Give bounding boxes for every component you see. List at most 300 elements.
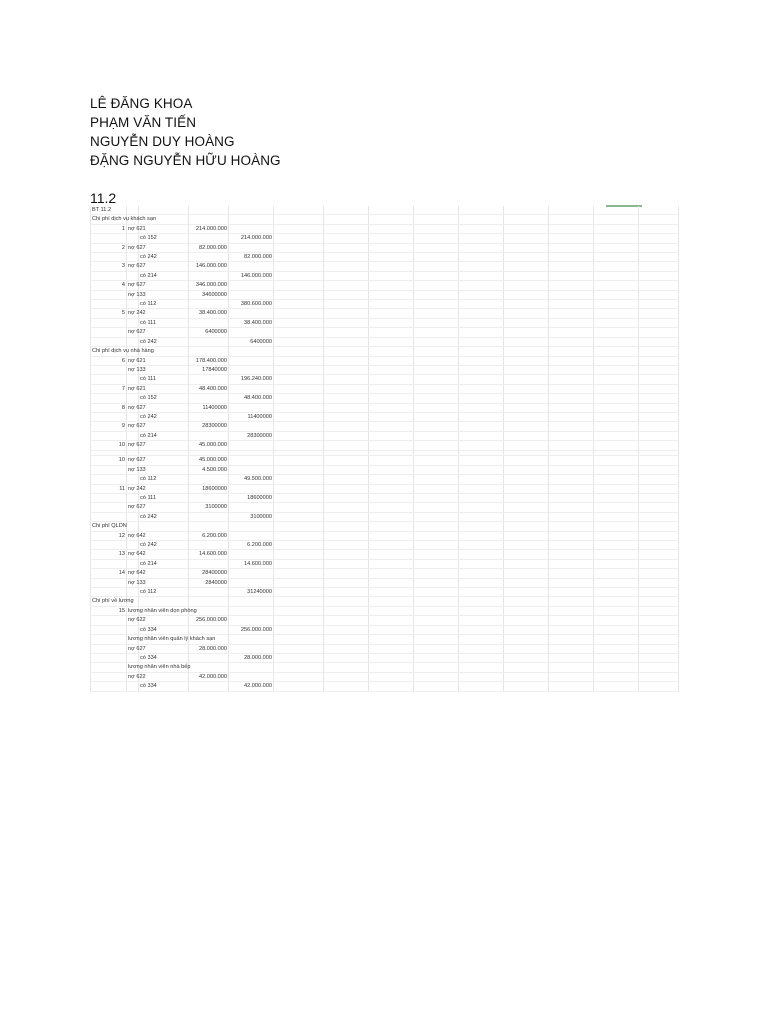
credit-amount: 49.500.000 [229, 475, 274, 484]
table-cell [459, 682, 504, 691]
table-cell [91, 663, 127, 672]
table-cell [504, 271, 549, 280]
credit-account: có 112 [139, 588, 189, 597]
table-cell [274, 512, 324, 521]
table-row [91, 503, 679, 512]
table-cell [274, 682, 324, 691]
table-cell [639, 578, 679, 587]
table-row [91, 347, 679, 356]
table-cell [369, 625, 414, 634]
table-cell [324, 206, 369, 215]
debit-amount: 3100000 [189, 503, 229, 512]
table-cell [274, 318, 324, 327]
table-cell [594, 206, 639, 215]
table-cell [459, 606, 504, 615]
table-cell [324, 422, 369, 431]
table-cell [549, 475, 594, 484]
table-cell [369, 663, 414, 672]
table-cell [189, 271, 229, 280]
table-cell [549, 328, 594, 337]
table-row [91, 206, 679, 215]
table-row [91, 224, 679, 233]
table-cell [504, 503, 549, 512]
debit-amount: 2840000 [189, 578, 229, 587]
table-cell [639, 606, 679, 615]
table-cell [274, 403, 324, 412]
table-cell [639, 309, 679, 318]
table-cell [639, 512, 679, 521]
table-cell [639, 375, 679, 384]
credit-amount: 6400000 [229, 337, 274, 346]
table-cell [414, 475, 459, 484]
table-cell [504, 253, 549, 262]
table-cell [369, 224, 414, 233]
table-cell [549, 394, 594, 403]
table-cell [324, 672, 369, 681]
table-cell [549, 569, 594, 578]
table-cell [414, 616, 459, 625]
table-row [91, 394, 679, 403]
table-cell [639, 281, 679, 290]
debit-account: nợ 627 [128, 423, 146, 430]
entry-number: 15 [91, 606, 127, 615]
table-cell [274, 597, 324, 606]
table-cell [139, 465, 189, 474]
table-cell [91, 234, 127, 243]
table-cell [139, 309, 189, 318]
table-cell [229, 281, 274, 290]
table-cell [414, 569, 459, 578]
table-cell [639, 484, 679, 493]
table-cell [369, 431, 414, 440]
table-cell [229, 616, 274, 625]
table-cell [639, 422, 679, 431]
table-cell [459, 447, 504, 456]
table-cell [229, 403, 274, 412]
table-cell [139, 403, 189, 412]
credit-amount: 3100000 [229, 512, 274, 521]
table-cell [504, 328, 549, 337]
entry-number: 4 [91, 281, 127, 290]
table-cell [459, 290, 504, 299]
credit-amount: 146.000.000 [229, 271, 274, 280]
credit-amount: 11400000 [229, 412, 274, 421]
table-cell [504, 356, 549, 365]
table-cell [594, 318, 639, 327]
table-cell [639, 663, 679, 672]
debit-amount: 34600000 [189, 290, 229, 299]
table-cell [229, 578, 274, 587]
table-cell [414, 606, 459, 615]
table-cell [274, 494, 324, 503]
table-cell [274, 616, 324, 625]
table-row [91, 309, 679, 318]
table-cell [549, 541, 594, 550]
author-list [90, 94, 281, 170]
table-cell [459, 512, 504, 521]
table-cell [139, 243, 189, 252]
table-cell [229, 635, 274, 644]
table-cell [414, 682, 459, 691]
debit-account: nợ 622 [128, 673, 146, 680]
table-cell [91, 625, 127, 634]
table-cell [369, 253, 414, 262]
table-cell [139, 569, 189, 578]
entry-number: 8 [91, 403, 127, 412]
table-cell [274, 271, 324, 280]
credit-account: có 152 [139, 394, 189, 403]
table-cell [459, 559, 504, 568]
table-cell [594, 522, 639, 531]
table-cell [639, 653, 679, 662]
table-cell [91, 475, 127, 484]
table-cell [139, 531, 189, 540]
table-cell [189, 663, 229, 672]
table-cell [127, 588, 139, 597]
table-cell [549, 606, 594, 615]
table-row [91, 541, 679, 550]
debit-account: nợ 627 [128, 504, 146, 511]
credit-account: có 111 [139, 494, 189, 503]
table-cell [229, 663, 274, 672]
table-cell [324, 475, 369, 484]
table-cell [229, 644, 274, 653]
table-cell [127, 253, 139, 262]
table-cell [229, 503, 274, 512]
table-cell [639, 403, 679, 412]
table-cell [594, 394, 639, 403]
table-cell [139, 597, 189, 606]
table-row [91, 569, 679, 578]
table-cell [594, 422, 639, 431]
debit-account: lương nhân viên nhà bếp [128, 664, 191, 671]
table-cell [324, 569, 369, 578]
table-cell [414, 384, 459, 393]
table-cell [504, 597, 549, 606]
table-cell [639, 394, 679, 403]
table-cell [459, 318, 504, 327]
table-cell [549, 616, 594, 625]
table-cell [639, 644, 679, 653]
table-cell [127, 234, 139, 243]
table-cell [414, 484, 459, 493]
table-cell [594, 356, 639, 365]
table-cell [504, 290, 549, 299]
table-cell [274, 412, 324, 421]
table-cell [369, 606, 414, 615]
table-cell [189, 447, 229, 456]
table-cell [639, 290, 679, 299]
entry-number: 11 [91, 484, 127, 493]
debit-account: nợ 133 [128, 579, 146, 586]
table-cell [459, 569, 504, 578]
table-cell [459, 271, 504, 280]
debit-account: nợ 642 [128, 532, 146, 539]
table-cell [274, 475, 324, 484]
table-cell [139, 616, 189, 625]
table-cell [91, 616, 127, 625]
table-cell [639, 215, 679, 224]
table-cell [639, 447, 679, 456]
table-cell [594, 597, 639, 606]
table-cell [414, 550, 459, 559]
table-cell [594, 215, 639, 224]
table-cell [324, 215, 369, 224]
table-cell [549, 206, 594, 215]
entry-number: 6 [91, 356, 127, 365]
table-cell [414, 215, 459, 224]
table-row [91, 447, 679, 456]
table-cell [274, 347, 324, 356]
table-cell [414, 206, 459, 215]
table-cell [639, 531, 679, 540]
table-cell [594, 347, 639, 356]
debit-amount: 42.000.000 [189, 672, 229, 681]
credit-amount: 18600000 [229, 494, 274, 503]
table-cell [549, 531, 594, 540]
table-cell [639, 412, 679, 421]
table-cell [459, 403, 504, 412]
table-cell [549, 243, 594, 252]
table-cell [229, 290, 274, 299]
table-cell [639, 635, 679, 644]
table-cell [139, 206, 189, 215]
table-row [91, 475, 679, 484]
table-cell [127, 412, 139, 421]
debit-account: nợ 133 [128, 466, 146, 473]
table-cell [91, 290, 127, 299]
table-cell [324, 253, 369, 262]
table-cell [459, 422, 504, 431]
table-cell [549, 215, 594, 224]
table-row [91, 531, 679, 540]
table-cell [459, 234, 504, 243]
table-cell [189, 494, 229, 503]
table-cell [594, 337, 639, 346]
table-row [91, 663, 679, 672]
credit-account: có 242 [139, 337, 189, 346]
entry-number: 7 [91, 384, 127, 393]
table-cell [369, 484, 414, 493]
table-cell [549, 318, 594, 327]
table-cell [459, 281, 504, 290]
table-cell [229, 597, 274, 606]
spreadsheet-table-part1 [90, 206, 679, 451]
table-cell [549, 290, 594, 299]
table-cell [369, 309, 414, 318]
table-row [91, 465, 679, 474]
table-cell [91, 431, 127, 440]
table-cell [549, 503, 594, 512]
table-cell [414, 243, 459, 252]
table-cell [459, 597, 504, 606]
table-row [91, 625, 679, 634]
table-cell [91, 447, 127, 456]
table-cell [229, 206, 274, 215]
debit-account: nợ 642 [128, 570, 146, 577]
table-cell [639, 475, 679, 484]
table-cell [127, 653, 139, 662]
table-cell [504, 224, 549, 233]
debit-account: nợ 627 [128, 244, 146, 251]
table-cell [504, 606, 549, 615]
table-cell [549, 644, 594, 653]
table-cell [324, 653, 369, 662]
table-cell [369, 503, 414, 512]
table-cell [91, 412, 127, 421]
table-row [91, 597, 679, 606]
table-cell [594, 403, 639, 412]
debit-amount: 28300000 [189, 422, 229, 431]
table-cell [504, 663, 549, 672]
table-row [91, 375, 679, 384]
table-cell [504, 431, 549, 440]
table-cell [504, 262, 549, 271]
table-cell [414, 456, 459, 465]
debit-account: nợ 627 [128, 404, 146, 411]
table-cell [229, 215, 274, 224]
table-cell [324, 522, 369, 531]
table-cell [274, 290, 324, 299]
table-cell [369, 541, 414, 550]
table-cell [504, 588, 549, 597]
table-cell [459, 644, 504, 653]
table-cell [369, 531, 414, 540]
table-cell [594, 290, 639, 299]
table-cell [414, 262, 459, 271]
table-cell [91, 271, 127, 280]
table-cell [504, 475, 549, 484]
table-cell [324, 465, 369, 474]
table-cell [414, 625, 459, 634]
table-cell [594, 494, 639, 503]
table-cell [459, 384, 504, 393]
table-cell [324, 328, 369, 337]
table-cell [459, 550, 504, 559]
table-cell [274, 663, 324, 672]
table-cell [594, 672, 639, 681]
table-cell [549, 431, 594, 440]
credit-account: có 334 [139, 625, 189, 634]
debit-amount: 6400000 [189, 328, 229, 337]
table-cell [459, 215, 504, 224]
author-name: LÊ ĐĂNG KHOA [90, 96, 193, 111]
table-cell [324, 234, 369, 243]
spreadsheet-table-part2 [90, 447, 679, 692]
table-cell [274, 375, 324, 384]
table-cell [594, 328, 639, 337]
table-cell [274, 365, 324, 374]
table-cell [594, 465, 639, 474]
table-cell [324, 412, 369, 421]
table-row [91, 456, 679, 465]
table-cell [274, 672, 324, 681]
table-cell [274, 644, 324, 653]
table-cell [459, 300, 504, 309]
table-cell [229, 569, 274, 578]
table-cell [274, 531, 324, 540]
table-cell [504, 625, 549, 634]
table-cell [594, 606, 639, 615]
table-cell [549, 234, 594, 243]
table-cell [504, 541, 549, 550]
table-cell [594, 559, 639, 568]
table-cell [504, 309, 549, 318]
table-cell [504, 365, 549, 374]
table-cell [91, 253, 127, 262]
table-cell [414, 328, 459, 337]
table-cell [459, 224, 504, 233]
table-cell [274, 253, 324, 262]
credit-amount: 28300000 [229, 431, 274, 440]
table-cell [414, 644, 459, 653]
table-cell [274, 625, 324, 634]
table-cell [504, 550, 549, 559]
table-cell [639, 337, 679, 346]
table-cell [459, 522, 504, 531]
table-cell [414, 309, 459, 318]
table-cell [549, 337, 594, 346]
table-cell [549, 253, 594, 262]
table-cell [414, 588, 459, 597]
table-cell [459, 375, 504, 384]
table-cell [189, 512, 229, 521]
table-cell [91, 682, 127, 691]
table-cell [274, 243, 324, 252]
table-cell [504, 512, 549, 521]
section-label: Chi phí dịch vụ khách sạn [92, 216, 157, 223]
table-cell [91, 318, 127, 327]
table-row [91, 271, 679, 280]
table-cell [594, 300, 639, 309]
table-cell [594, 503, 639, 512]
table-cell [639, 494, 679, 503]
table-cell [459, 663, 504, 672]
table-row [91, 422, 679, 431]
table-row [91, 550, 679, 559]
table-cell [324, 365, 369, 374]
table-row [91, 262, 679, 271]
table-cell [594, 224, 639, 233]
table-cell [549, 412, 594, 421]
table-row [91, 356, 679, 365]
table-cell [189, 253, 229, 262]
table-cell [229, 484, 274, 493]
table-cell [127, 271, 139, 280]
table-row [91, 512, 679, 521]
table-cell [324, 531, 369, 540]
table-cell [127, 318, 139, 327]
table-cell [229, 243, 274, 252]
table-cell [639, 522, 679, 531]
table-cell [91, 337, 127, 346]
table-cell [324, 606, 369, 615]
table-cell [139, 484, 189, 493]
table-cell [414, 431, 459, 440]
table-cell [189, 682, 229, 691]
credit-account: có 242 [139, 512, 189, 521]
table-cell [369, 318, 414, 327]
table-cell [189, 559, 229, 568]
table-cell [504, 422, 549, 431]
table-cell [594, 541, 639, 550]
table-cell [504, 318, 549, 327]
table-cell [369, 234, 414, 243]
table-cell [369, 550, 414, 559]
table-cell [324, 550, 369, 559]
table-cell [127, 447, 139, 456]
table-cell [229, 447, 274, 456]
